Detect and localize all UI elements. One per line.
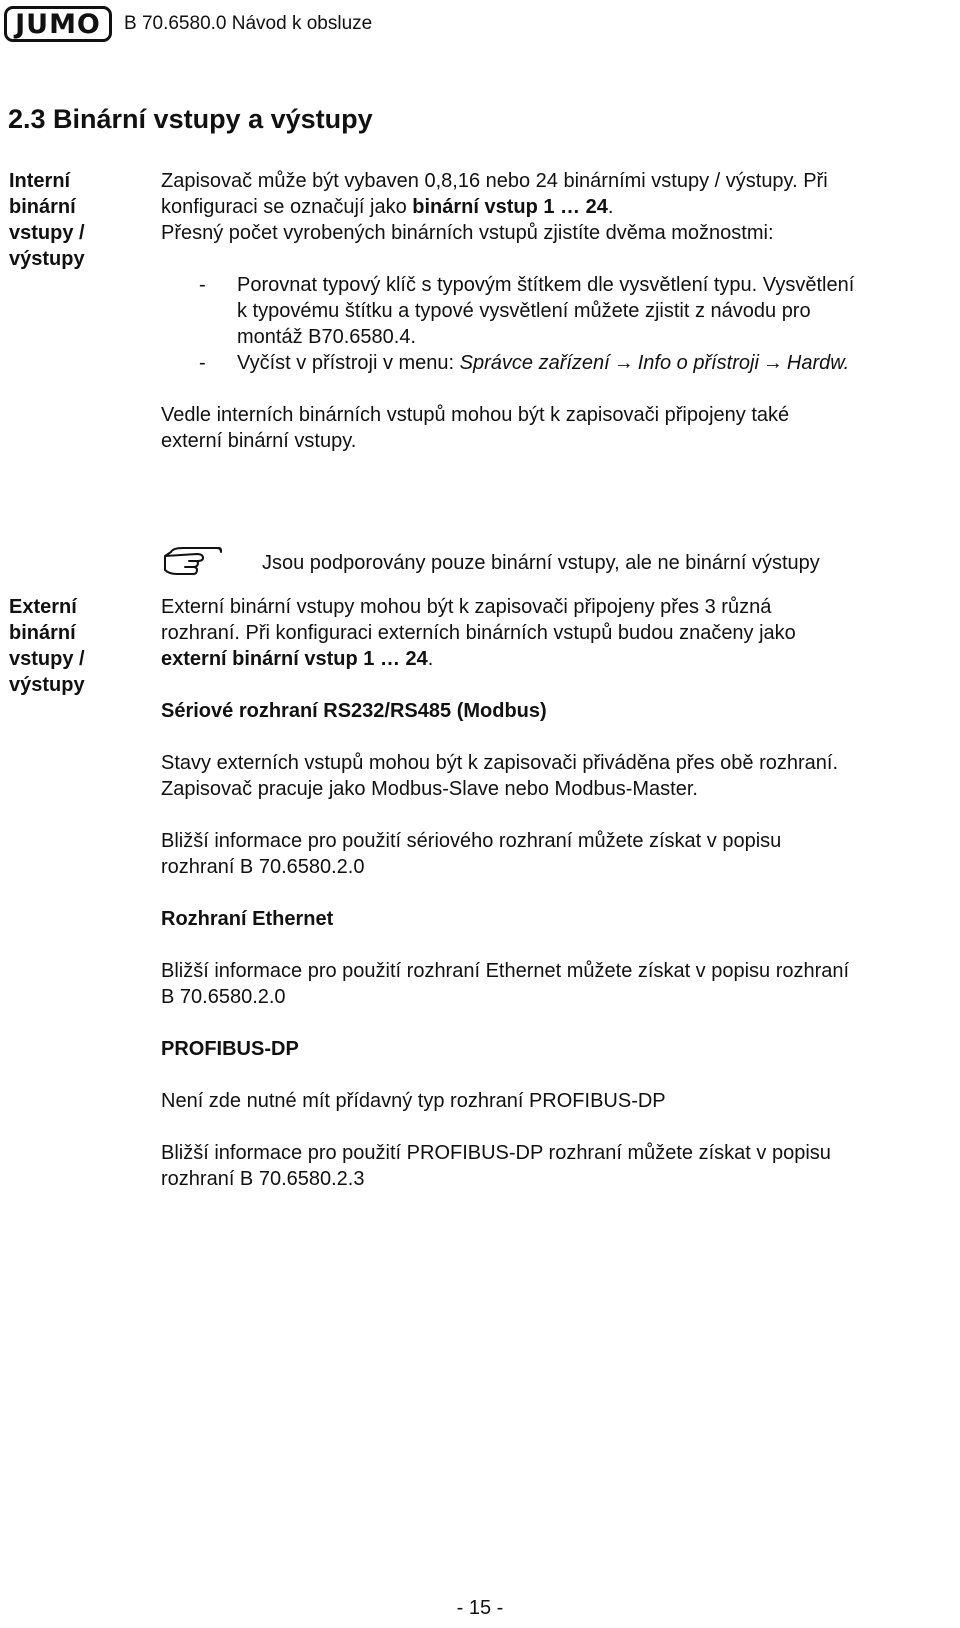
ethernet-info: Bližší informace pro použití rozhraní Ethernet můžete získat v popisu rozhraní B 70.6580.2.0 bbox=[161, 960, 850, 1008]
internal-line-1: Zapisovač může být vybaven 0,8,16 nebo 24 binárními vstupy / výstupy. Při bbox=[161, 170, 828, 192]
note-text: Jsou podporovány pouze binární vstupy, ale ne binární výstupy bbox=[262, 552, 820, 574]
list-dash: - bbox=[199, 274, 206, 296]
profibus-info: Bližší informace pro použití PROFIBUS-DP rozhraní můžete získat v popisu rozhraní B 70.6580.2.3 bbox=[161, 1142, 831, 1190]
arrow-right-icon: → bbox=[613, 352, 634, 374]
document-title: B 70.6580.0 Návod k obsluze bbox=[124, 13, 373, 34]
pointing-hand-icon bbox=[163, 542, 223, 578]
profibus-heading: PROFIBUS-DP bbox=[161, 1038, 299, 1060]
internal-line-3: Přesný počet vyrobených binárních vstupů zjistíte dvěma možnostmi: bbox=[161, 222, 774, 244]
list-item-type-key: Porovnat typový klíč s typovým štítkem dle vysvětlení typu. Vysvětlení k typovému štítku a typové vysvětlení můžete zjistit z návodu pro montáž B70.6580.4. bbox=[237, 274, 855, 348]
serial-heading: Sériové rozhraní RS232/RS485 (Modbus) bbox=[161, 700, 547, 722]
jumo-logo: JUMO bbox=[4, 6, 112, 42]
list-dash: - bbox=[199, 352, 206, 374]
internal-line-2: konfiguraci se označují jako binární vstup 1 … 24. bbox=[161, 196, 614, 218]
section-heading: 2.3 Binární vstupy a výstupy bbox=[8, 104, 373, 134]
internal-io-label: Interní binární vstupy / výstupy bbox=[9, 170, 85, 270]
external-intro: Externí binární vstupy mohou být k zapisovači připojeny přes 3 různá rozhraní. Při konfiguraci externích binárních vstupů budou značeny jako externí binární vstup 1 … 24. bbox=[161, 596, 796, 670]
serial-info: Bližší informace pro použití sériového rozhraní můžete získat v popisu rozhraní B 70.6580.2.0 bbox=[161, 830, 782, 878]
page-number: - 15 - bbox=[456, 1597, 504, 1619]
internal-para-2: Vedle interních binárních vstupů mohou být k zapisovači připojeny také externí binární vstupy. bbox=[161, 404, 790, 452]
page-header bbox=[4, 4, 372, 44]
ethernet-heading: Rozhraní Ethernet bbox=[161, 908, 334, 930]
arrow-right-icon: → bbox=[762, 352, 783, 374]
list-item-menu-path: Vyčíst v přístroji v menu: Správce zařízení → Info o přístroji → Hardw. bbox=[237, 352, 850, 374]
serial-text: Stavy externích vstupů mohou být k zapisovači přiváděna přes obě rozhraní. Zapisovač pracuje jako Modbus-Slave nebo Modbus-Master. bbox=[161, 752, 839, 800]
external-io-label: Externí binární vstupy / výstupy bbox=[9, 596, 85, 696]
profibus-text: Není zde nutné mít přídavný typ rozhraní PROFIBUS-DP bbox=[161, 1090, 666, 1112]
